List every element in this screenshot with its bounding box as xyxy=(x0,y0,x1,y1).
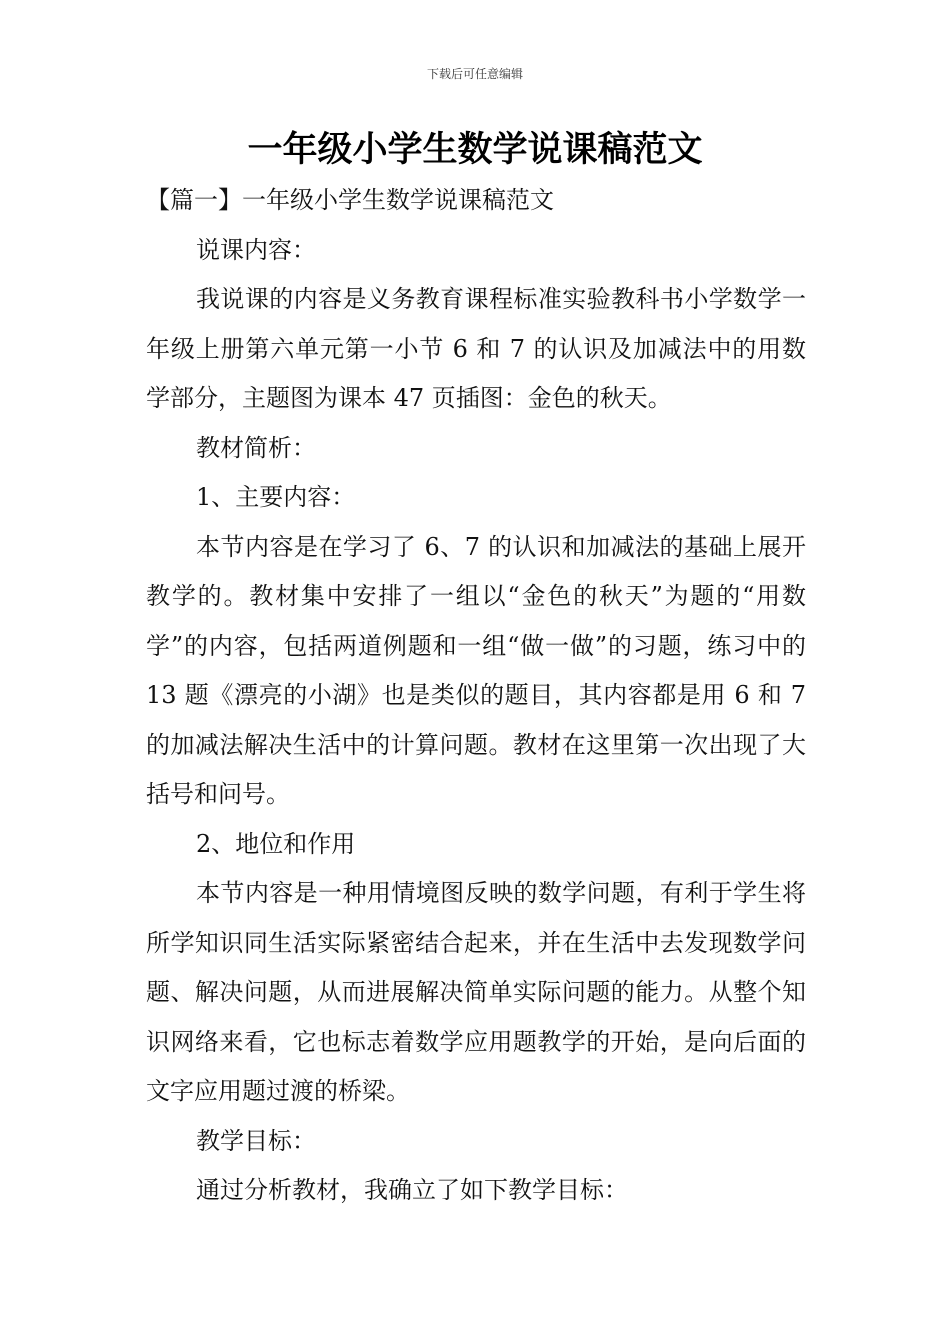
label-textbook-analysis: 教材简析： xyxy=(196,433,316,462)
section-heading: 【篇一】一年级小学生数学说课稿范文 xyxy=(146,186,554,214)
line-teaching-goals-intro: 通过分析教材，我确立了如下教学目标： xyxy=(196,1176,628,1204)
label-teaching-goals: 教学目标： xyxy=(196,1126,316,1155)
paragraph-status-and-role: 本节内容是一种用情境图反映的数学问题，有利于学生将所学知识同生活实际紧密结合起来，并在生活中去发现数学问题、解决问题，从而进展解决简单实际问题的能力。从整个知识网络来看，它也标志着数学应用题教学的开始，是向后面的文字应用题过渡的桥梁。 xyxy=(146,879,806,1105)
document-title: 一年级小学生数学说课稿范文 xyxy=(247,130,703,170)
label-main-content: 1、主要内容： xyxy=(196,483,356,511)
header-note: 下载后可任意编辑 xyxy=(426,67,523,81)
paragraph-lesson-content: 我说课的内容是义务教育课程标准实验教科书小学数学一年级上册第六单元第一小节 6 和 7 的认识及加减法中的用数学部分，主题图为课本 47 页插图：金色的秋天。 xyxy=(146,285,806,412)
document-body xyxy=(146,176,806,1216)
label-status-and-role: 2、地位和作用 xyxy=(196,829,356,858)
label-lesson-content: 说课内容： xyxy=(196,235,316,264)
paragraph-main-content: 本节内容是在学习了 6、7 的认识和加减法的基础上展开教学的。教材集中安排了一组以“金色的秋天”为题的“用数学”的内容，包括两道例题和一组“做一做”的习题，练习中的 13 题《漂亮的小湖》也是类似的题目，其内容都是用 6 和 7 的加减法解决生活中的计算问题。教材在这里第一次出现了大括号和问号。 xyxy=(146,532,806,808)
